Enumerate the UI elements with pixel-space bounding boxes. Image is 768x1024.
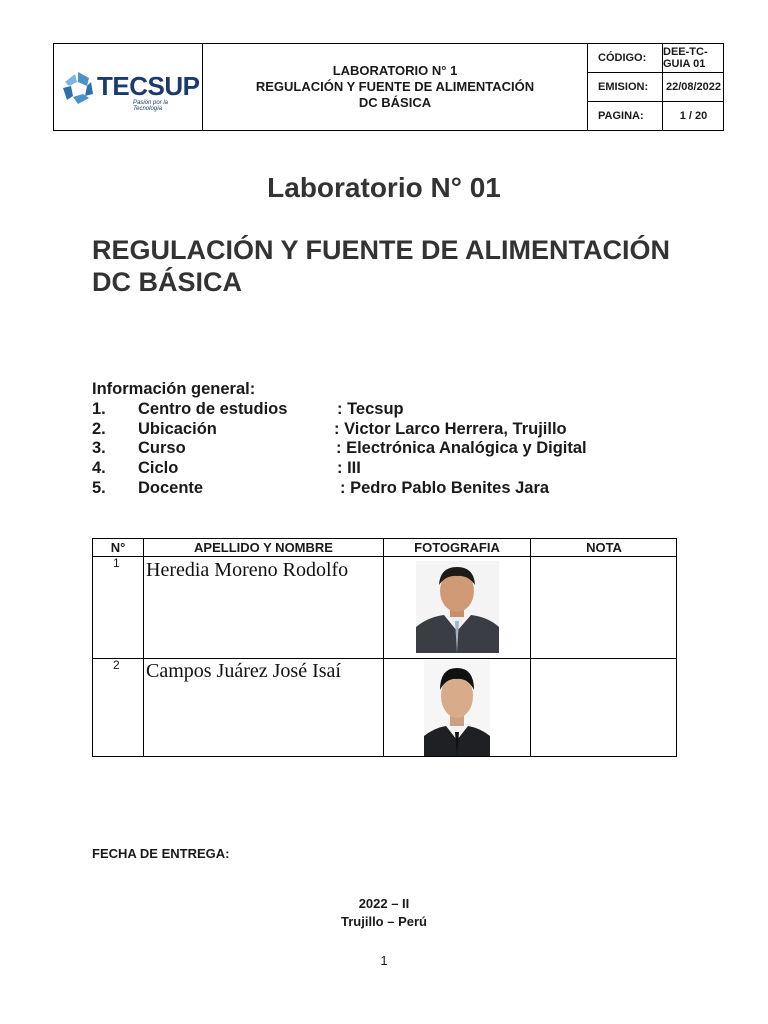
info-item-number: 5. bbox=[92, 479, 106, 497]
info-item-number: 2. bbox=[92, 420, 106, 438]
subtitle-line: DC BÁSICA bbox=[92, 267, 243, 297]
header-meta bbox=[588, 44, 724, 130]
page-subtitle bbox=[92, 234, 692, 298]
info-item-label: Ciclo bbox=[138, 459, 179, 477]
table-divider bbox=[93, 658, 676, 659]
general-info-heading: Información general: bbox=[92, 380, 256, 398]
meta-key: PAGINA: bbox=[588, 102, 663, 130]
logo-cell bbox=[54, 44, 203, 130]
header-title-line: DC BÁSICA bbox=[358, 95, 432, 110]
info-item bbox=[92, 439, 652, 459]
column-header: FOTOGRAFIA bbox=[414, 540, 500, 555]
info-item-number: 1. bbox=[92, 400, 106, 418]
meta-value: 22/08/2022 bbox=[665, 80, 722, 93]
info-item-value: : III bbox=[337, 459, 361, 477]
table-divider bbox=[383, 539, 384, 756]
student-name: Heredia Moreno Rodolfo bbox=[146, 559, 349, 581]
location: Trujillo – Perú bbox=[341, 914, 427, 929]
info-item-number: 4. bbox=[92, 459, 106, 477]
document-header bbox=[53, 43, 724, 131]
student-photo-portrait bbox=[424, 660, 490, 756]
academic-period: 2022 – II bbox=[358, 896, 410, 911]
info-item-value: : Victor Larco Herrera, Trujillo bbox=[334, 420, 567, 438]
meta-value: 1 / 20 bbox=[679, 109, 708, 122]
tecsup-emblem-icon bbox=[61, 70, 95, 106]
info-item-value: : Pedro Pablo Benites Jara bbox=[340, 479, 550, 497]
header-title-line: REGULACIÓN Y FUENTE DE ALIMENTACIÓN bbox=[255, 79, 535, 94]
page-title: Laboratorio N° 01 bbox=[267, 172, 501, 203]
meta-key: CÓDIGO: bbox=[588, 44, 663, 72]
table-divider bbox=[93, 556, 676, 557]
meta-row-page bbox=[588, 102, 724, 130]
info-item-label: Centro de estudios bbox=[138, 400, 288, 418]
info-item-value: : Tecsup bbox=[337, 400, 404, 418]
column-header: NOTA bbox=[586, 540, 622, 555]
meta-row-emission bbox=[588, 73, 724, 102]
column-header: N° bbox=[110, 540, 126, 555]
info-item-number: 3. bbox=[92, 439, 106, 457]
info-item-label: Docente bbox=[138, 479, 204, 497]
subtitle-line: REGULACIÓN Y FUENTE DE ALIMENTACIÓN bbox=[92, 235, 671, 265]
page-number: 1 bbox=[380, 953, 388, 968]
table-divider bbox=[530, 539, 531, 756]
meta-key: EMISION: bbox=[588, 73, 663, 101]
logo-wordmark: TECSUP bbox=[97, 71, 200, 101]
row-number: 1 bbox=[113, 556, 120, 570]
students-table bbox=[92, 538, 677, 757]
header-title-line: LABORATORIO N° 1 bbox=[332, 63, 458, 78]
header-title bbox=[203, 44, 588, 130]
info-item bbox=[92, 479, 652, 499]
row-number: 2 bbox=[113, 658, 120, 672]
meta-value: DEE-TC-GUIA 01 bbox=[663, 45, 708, 70]
student-photo bbox=[416, 561, 499, 653]
info-item-label: Curso bbox=[138, 439, 186, 457]
student-photo bbox=[424, 660, 490, 756]
student-photo-portrait bbox=[416, 561, 499, 653]
student-name: Campos Juárez José Isaí bbox=[146, 660, 341, 682]
logo-tagline: Pasión por la Tecnología bbox=[133, 100, 169, 112]
delivery-date-label: FECHA DE ENTREGA: bbox=[92, 846, 230, 861]
column-header: APELLIDO Y NOMBRE bbox=[194, 540, 333, 555]
tecsup-logo bbox=[61, 68, 200, 112]
info-item bbox=[92, 459, 652, 479]
table-divider bbox=[143, 539, 144, 756]
meta-row-code bbox=[588, 44, 724, 73]
info-item bbox=[92, 420, 652, 440]
info-item bbox=[92, 400, 652, 420]
info-item-value: : Electrónica Analógica y Digital bbox=[336, 439, 587, 457]
info-item-label: Ubicación bbox=[138, 420, 217, 438]
